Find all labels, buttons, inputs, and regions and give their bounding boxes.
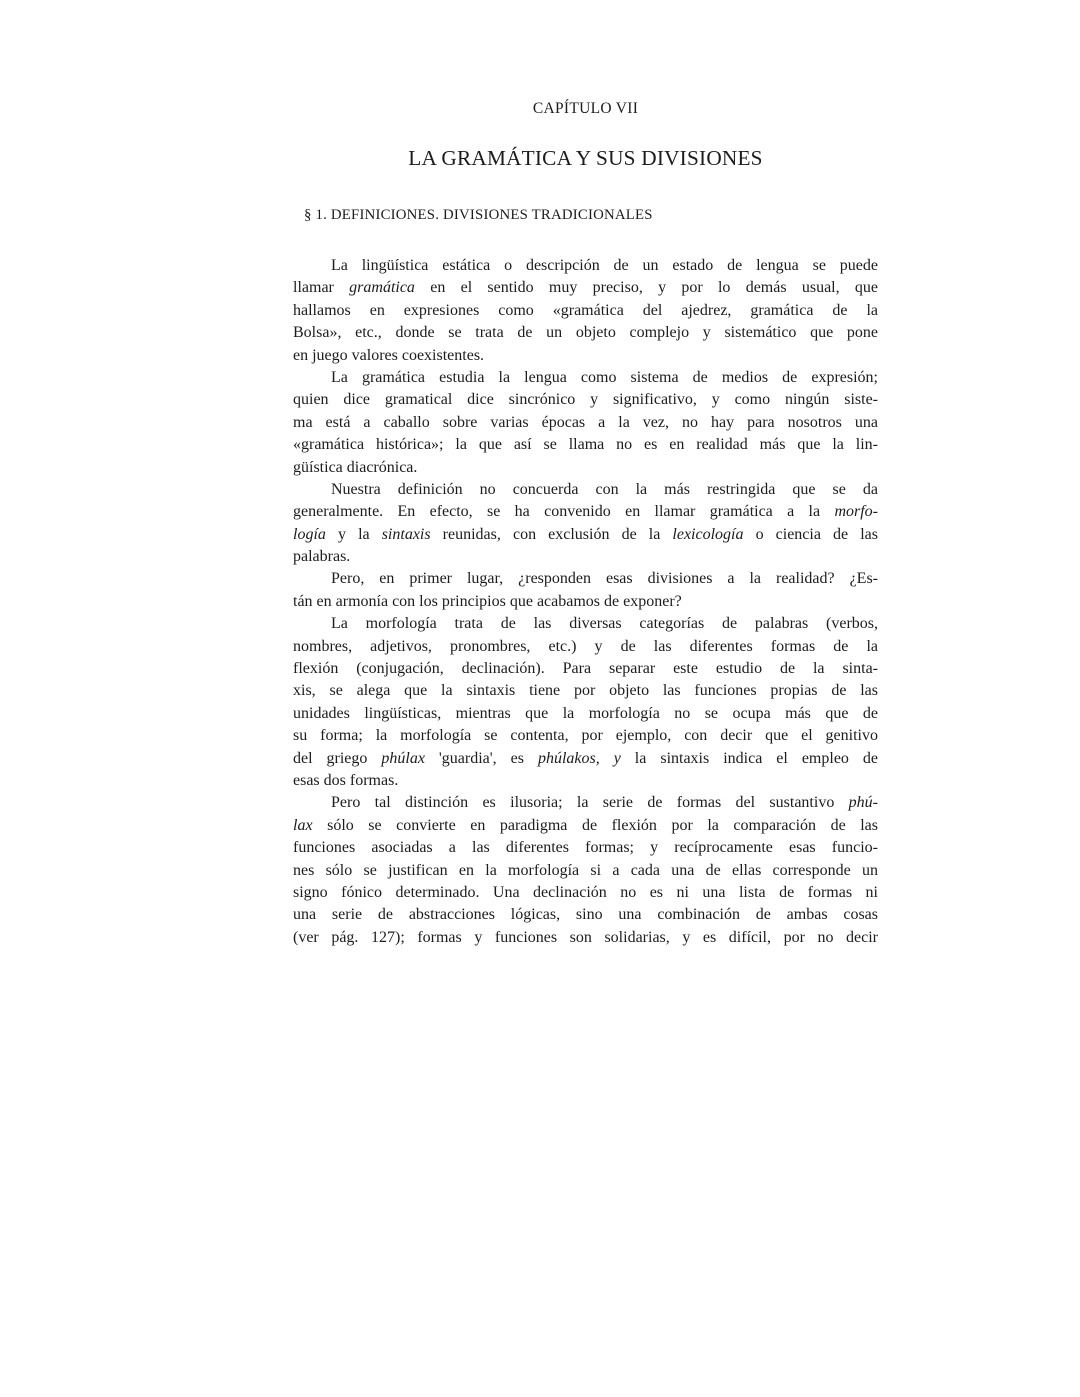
text-line: nes sólo se justifican en la morfología si a cada una de ellas corresponde un xyxy=(293,861,878,879)
text-line: «gramática histórica»; la que así se llama no es en realidad más que la lin- xyxy=(293,436,878,454)
text-line: xis, se alega que la sintaxis tiene por objeto las funciones propias de las xyxy=(293,682,878,700)
text-line: Bolsa», etc., donde se trata de un objeto complejo y sistemático que pone xyxy=(293,324,878,342)
paragraph xyxy=(293,613,878,792)
page-title: LA GRAMÁTICA Y SUS DIVISIONES xyxy=(408,146,763,170)
text-line: llamar gramática en el sentido muy preciso, y por lo demás usual, que xyxy=(293,279,878,297)
paragraph xyxy=(293,568,878,613)
text-line: una serie de abstracciones lógicas, sino una combinación de ambas cosas xyxy=(293,906,878,924)
text-line: Nuestra definición no concuerda con la más restringida que se da xyxy=(331,480,878,498)
text-line: en juego valores coexistentes. xyxy=(293,346,485,364)
text-line: esas dos formas. xyxy=(293,771,399,789)
paragraph xyxy=(293,479,878,569)
section-heading: § 1. DEFINICIONES. DIVISIONES TRADICIONALES xyxy=(304,207,653,223)
text-line: quien dice gramatical dice sincrónico y significativo, y como ningún siste- xyxy=(293,391,878,409)
text-line: tán en armonía con los principios que acabamos de exponer? xyxy=(293,592,682,610)
text-line: güística diacrónica. xyxy=(293,458,418,476)
text-line: signo fónico determinado. Una declinación no es ni una lista de formas ni xyxy=(293,883,878,901)
text-line: flexión (conjugación, declinación). Para separar este estudio de la sinta- xyxy=(293,660,878,678)
text-line: funciones asociadas a las diferentes formas; y recíprocamente esas funcio- xyxy=(293,839,878,857)
text-line: La morfología trata de las diversas categorías de palabras (verbos, xyxy=(331,615,878,633)
text-line: Pero, en primer lugar, ¿responden esas divisiones a la realidad? ¿Es- xyxy=(331,570,878,588)
paragraph xyxy=(293,367,878,479)
text-line: La lingüística estática o descripción de un estado de lengua se puede xyxy=(331,257,878,274)
text-line: generalmente. En efecto, se ha convenido en llamar gramática a la morfo- xyxy=(293,503,878,521)
text-line: nombres, adjetivos, pronombres, etc.) y de las diferentes formas de la xyxy=(293,637,878,655)
text-line: logía y la sintaxis reunidas, con exclusión de la lexicología o ciencia de las xyxy=(293,525,879,543)
text-line: ma está a caballo sobre varias épocas a la vez, no hay para nosotros una xyxy=(293,413,878,431)
text-line: palabras. xyxy=(293,548,351,566)
body-text xyxy=(293,255,878,949)
text-line: del griego phúlax 'guardia', es phúlakos, y la sintaxis indica el empleo de xyxy=(293,749,879,767)
text-line: Pero tal distinción es ilusoria; la serie de formas del sustantivo phú- xyxy=(331,794,878,812)
text-line: hallamos en expresiones como «gramática del ajedrez, gramática de la xyxy=(293,301,878,319)
paragraph xyxy=(293,255,878,367)
text-line: su forma; la morfología se contenta, por ejemplo, con decir que el genitivo xyxy=(293,727,878,745)
text-line: unidades lingüísticas, mientras que la morfología no se ocupa más que de xyxy=(293,704,878,722)
text-line: (ver pág. 127); formas y funciones son solidarias, y es difícil, por no decir xyxy=(293,928,878,946)
chapter-label: CAPÍTULO VII xyxy=(532,100,639,117)
paragraph xyxy=(293,792,878,949)
text-line: La gramática estudia la lengua como sistema de medios de expresión; xyxy=(331,368,878,386)
text-line: lax sólo se convierte en paradigma de flexión por la comparación de las xyxy=(293,816,878,834)
